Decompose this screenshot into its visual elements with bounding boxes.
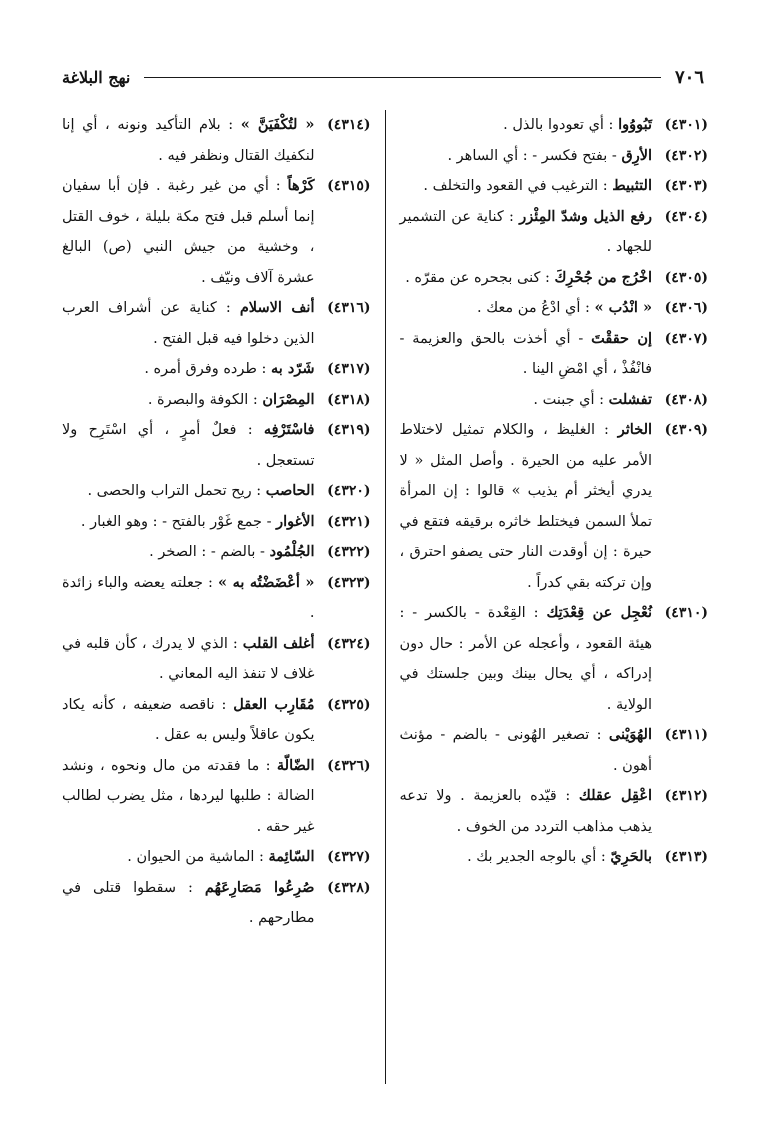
entry-number: (٤٣٢٠) <box>327 483 371 499</box>
entry-definition: : الغليظ ، والكلام تمثيل لاختلاط الأمر عليه من الحيرة . وأصل المثل « لا يدري أيخثر أم يذيب » قالوا : إن المرأة تملأ السمن فيختلط خاثره برقيقه فتقع في حيرة : إن أوقدت النار حتى يصفو احترق ، وإن تركته بقي كدراً . <box>399 422 652 591</box>
entry-headword: إن حققْتَ <box>591 329 653 347</box>
left-column <box>62 110 386 1084</box>
glossary-entry <box>62 171 371 293</box>
glossary-entry <box>62 690 371 751</box>
entry-headword: تَبُووُوا <box>618 116 652 133</box>
entry-headword: رفع الذيل وشدّ المِئْزر <box>519 207 653 225</box>
entry-definition: : أي بالوجه الجدير بك . <box>467 849 606 865</box>
entry-definition: : فعلٌ أمرٍ ، أي اسْتَرِح ولا تستعجل . <box>62 422 315 469</box>
entry-number: (٤٣١٧) <box>327 361 371 377</box>
entry-definition: : تصغير الهُونى - بالضم - مؤنث أهون . <box>399 727 652 774</box>
glossary-entry <box>400 598 709 720</box>
two-column-body <box>62 110 708 1084</box>
entry-body <box>62 293 315 354</box>
entry-body <box>400 720 653 781</box>
entry-number: (٤٣١٤) <box>327 117 371 133</box>
entry-body <box>62 537 315 568</box>
entry-number: (٤٣٢٣) <box>327 574 371 591</box>
entry-definition: - بفتح فكسر - : أي الساهر . <box>447 147 617 164</box>
entry-definition: - بالضم - : الصخر . <box>149 544 265 560</box>
entry-definition: - أي أخذت بالحق والعزيمة - فانْفُذْ ، أي امْضِ الينا . <box>399 330 652 377</box>
glossary-entry <box>400 141 709 172</box>
entry-body <box>62 476 315 507</box>
entry-headword: الضّالّة <box>276 756 315 774</box>
header-rule <box>144 77 661 78</box>
entry-headword: نُعْجِل عن قِعْدَتِك <box>546 604 653 621</box>
entry-number: (٤٣٢٥) <box>327 696 371 713</box>
entry-definition: : أي من غير رغبة . فإن أبا سفيان إنما أسلم قبل فتح مكة بليلة ، خوف القتل ، وخشية من جيش النبي (ص) البالغ عشرة آلاف ونيّف . <box>62 178 315 286</box>
entry-number: (٤٣٠٢) <box>664 147 708 164</box>
entry-body <box>400 598 653 720</box>
glossary-entry <box>62 385 371 416</box>
entry-body <box>62 415 315 476</box>
entry-number: (٤٣١٠) <box>664 605 708 621</box>
entry-body <box>400 263 653 294</box>
glossary-entry <box>62 842 371 873</box>
entry-definition: : ناقصه ضعيفه ، كأنه يكاد يكون عاقلاً وليس به عقل . <box>62 696 315 743</box>
entry-headword: أغلف القلب <box>242 634 315 652</box>
glossary-entry <box>400 324 709 385</box>
entry-definition: : الذي لا يدرك ، كأن قلبه في غلاف لا تنفذ اليه المعاني . <box>62 635 315 682</box>
entry-body <box>62 629 315 690</box>
entry-number: (٤٣١٥) <box>327 178 371 194</box>
entry-headword: اخْرُج من جُحْرِكَ <box>554 268 652 286</box>
entry-number: (٤٣٠٩) <box>664 422 708 438</box>
entry-body <box>400 385 653 416</box>
entry-headword: صُرِعُوا مَصَارِعَهُم <box>204 878 315 896</box>
entry-body <box>400 842 653 873</box>
entry-headword: الخاثر <box>617 421 653 438</box>
glossary-entry <box>62 110 371 171</box>
entry-body <box>62 385 315 416</box>
entry-number: (٤٣٢٤) <box>327 635 371 652</box>
entry-number: (٤٣٠٨) <box>664 391 708 408</box>
entry-number: (٤٣٠٤) <box>664 208 708 225</box>
entry-body <box>400 324 653 385</box>
glossary-entry <box>62 751 371 843</box>
glossary-entry <box>400 720 709 781</box>
entry-definition: : الترغيب في القعود والتخلف . <box>423 178 608 194</box>
entry-headword: المِصْرَان <box>262 390 315 408</box>
entry-headword: تفشلت <box>608 390 652 408</box>
entry-definition: : الماشية من الحيوان . <box>127 849 264 865</box>
entry-number: (٤٣٢٦) <box>327 757 371 774</box>
page-header <box>62 62 704 92</box>
glossary-entry <box>400 385 709 416</box>
entry-body <box>400 781 653 842</box>
entry-body <box>62 873 315 934</box>
entry-definition: : القِعْدة - بالكسر - : هيئة القعود ، وأعجله عن الأمر : حال دون إدراكه ، أي يحال بينك وبين جلستك في الولاية . <box>399 605 652 713</box>
entry-headword: أنف الاسلام <box>239 299 315 316</box>
entry-number: (٤٣٠٣) <box>664 178 708 194</box>
glossary-entry <box>400 415 709 598</box>
glossary-entry <box>400 110 709 141</box>
entry-number: (٤٣١١) <box>664 727 708 743</box>
glossary-entry <box>400 171 709 202</box>
entry-body <box>400 293 653 324</box>
entry-number: (٤٣٠١) <box>664 117 708 133</box>
glossary-entry <box>62 476 371 507</box>
glossary-entry <box>62 873 371 934</box>
entry-body <box>400 171 653 202</box>
entry-headword: شَرّد به <box>271 360 315 377</box>
entry-number: (٤٣١٦) <box>327 300 371 316</box>
glossary-entry <box>62 507 371 538</box>
entry-definition: : جعلته يعضه والباء زائدة . <box>62 574 315 621</box>
glossary-entry <box>62 293 371 354</box>
entry-headword: « أعْضَضْتُه به » <box>217 573 315 591</box>
entry-headword: « انْدُب » <box>594 299 652 316</box>
entry-headword: التثبيط <box>612 177 652 194</box>
entry-definition: - جمع غَوْر بالفتح - : وهو الغبار . <box>80 513 272 530</box>
entry-body <box>62 354 315 385</box>
entry-headword: السّائِمة <box>268 848 315 865</box>
entry-body <box>62 110 315 171</box>
entry-number: (٤٣١٣) <box>664 849 708 865</box>
entry-headword: كَرْهاً <box>287 177 315 194</box>
entry-body <box>62 171 315 293</box>
entry-headword: فاسْتَرْفِه <box>263 421 315 438</box>
entry-body <box>400 141 653 172</box>
entry-number: (٤٣٢٨) <box>327 879 371 896</box>
glossary-entry <box>62 415 371 476</box>
entry-definition: : أي تعودوا بالذل . <box>503 117 614 133</box>
entry-body <box>400 110 653 141</box>
entry-definition: : بلام التأكيد ونونه ، أي إنا لنكفيك القتال ونظفر فيه . <box>62 117 315 164</box>
entry-number: (٤٣١٢) <box>664 788 708 804</box>
entry-definition: : طرده وفرق أمره . <box>144 361 267 377</box>
glossary-entry <box>400 781 709 842</box>
entry-headword: مُقَارِب العقل <box>233 695 315 713</box>
entry-definition: : كناية عن التشمير للجهاد . <box>399 208 652 255</box>
entry-number: (٤٣٢١) <box>327 513 371 530</box>
entry-definition: : أي جبنت . <box>533 391 605 408</box>
entry-number: (٤٣٠٧) <box>664 330 708 347</box>
entry-definition: : الكوفة والبصرة . <box>147 391 258 408</box>
glossary-entry <box>400 202 709 263</box>
entry-headword: الهُوَيْنى <box>608 726 652 743</box>
running-title: نهج البلاغة <box>62 67 131 87</box>
entry-body <box>400 202 653 263</box>
entry-body <box>62 690 315 751</box>
entry-headword: الأرِق <box>621 146 652 164</box>
entry-definition: : سقطوا قتلى في مطارحهم . <box>62 879 315 926</box>
entry-number: (٤٣٢٢) <box>327 544 371 560</box>
glossary-entry <box>62 568 371 629</box>
entry-number: (٤٣٠٦) <box>664 300 708 316</box>
entry-number: (٤٣١٩) <box>327 422 371 438</box>
right-column <box>386 110 709 1084</box>
entry-definition: : ما فقدته من مال ونحوه ، ونشد الضالة : طلبها ليردها ، مثل يضرب لطالب غير حقه . <box>62 757 315 835</box>
glossary-entry <box>62 537 371 568</box>
entry-headword: اعْقِل عقلك <box>578 787 652 804</box>
glossary-entry <box>62 354 371 385</box>
glossary-entry <box>62 629 371 690</box>
entry-definition: : قيّده بالعزيمة . ولا تدعه يذهب مذاهب التردد من الخوف . <box>399 788 652 835</box>
glossary-entry <box>400 263 709 294</box>
entry-headword: الحاصب <box>265 482 315 499</box>
entry-headword: « لتُكْفَيَنَّ » <box>240 116 315 133</box>
entry-body <box>62 842 315 873</box>
entry-number: (٤٣١٨) <box>327 391 371 408</box>
entry-number: (٤٣٢٧) <box>327 849 371 865</box>
page-number: ٧٠٦ <box>674 66 704 88</box>
entry-headword: بالحَرِيّ <box>610 848 652 865</box>
entry-definition: : أي ادْعُ من معك . <box>477 300 590 316</box>
entry-headword: الجُلْمُود <box>269 543 315 560</box>
entry-definition: : كناية عن أشراف العرب الذين دخلوا فيه قبل الفتح . <box>62 300 315 347</box>
entry-body <box>400 415 653 598</box>
entry-body <box>62 568 315 629</box>
glossary-entry <box>400 293 709 324</box>
entry-definition: : ريح تحمل التراب والحصى . <box>87 483 262 499</box>
entry-definition: : كنى بجحره عن مقرّه . <box>405 269 550 286</box>
entry-body <box>62 751 315 843</box>
entry-headword: الأغوار <box>276 512 315 530</box>
entry-body <box>62 507 315 538</box>
glossary-entry <box>400 842 709 873</box>
entry-number: (٤٣٠٥) <box>664 269 708 286</box>
